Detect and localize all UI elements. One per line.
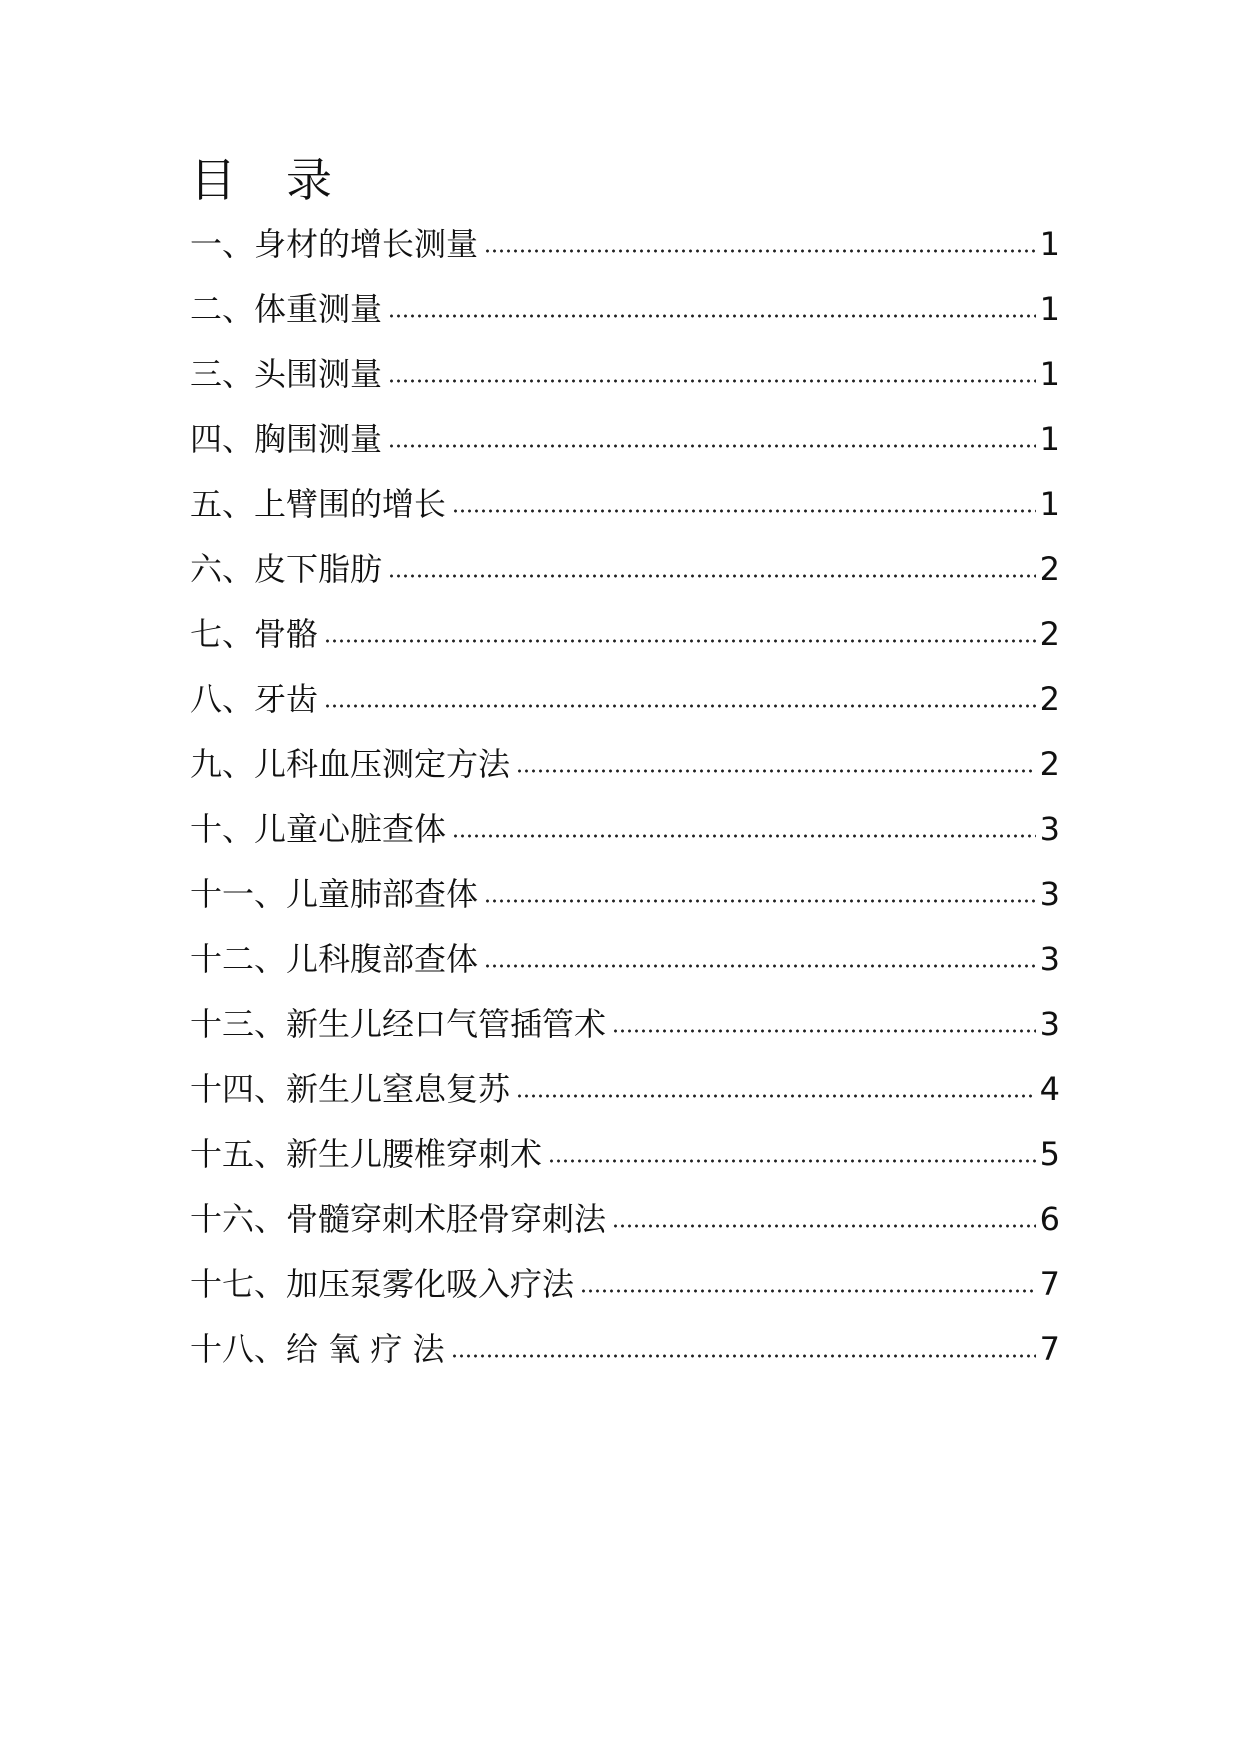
dot-leader xyxy=(388,444,1036,448)
toc-entry-page-number: 7 xyxy=(1039,1265,1060,1303)
toc-entry[interactable] xyxy=(190,417,1060,482)
toc-entry-page-number: 1 xyxy=(1039,225,1060,263)
toc-title: 目 录 xyxy=(190,153,334,207)
toc-entry-page-number: 5 xyxy=(1039,1135,1060,1173)
dot-leader xyxy=(324,704,1036,708)
toc-entry-label: 三、头围测量 xyxy=(190,355,383,393)
toc-list xyxy=(190,222,1060,1392)
dot-leader xyxy=(388,379,1036,383)
toc-entry-label: 十、儿童心脏查体 xyxy=(190,810,447,848)
toc-entry-label: 四、胸围测量 xyxy=(190,420,383,458)
toc-entry-page-number: 3 xyxy=(1039,940,1060,978)
toc-entry-label: 十五、新生儿腰椎穿刺术 xyxy=(190,1135,543,1173)
toc-entry-page-number: 6 xyxy=(1039,1200,1060,1238)
toc-entry[interactable] xyxy=(190,1002,1060,1067)
toc-entry[interactable] xyxy=(190,742,1060,807)
toc-entry-label: 十四、新生儿窒息复苏 xyxy=(190,1070,511,1108)
toc-entry-label: 八、牙齿 xyxy=(190,680,319,718)
dot-leader xyxy=(516,769,1036,773)
toc-entry[interactable] xyxy=(190,1262,1060,1327)
dot-leader xyxy=(452,509,1036,513)
toc-entry[interactable] xyxy=(190,937,1060,1002)
dot-leader xyxy=(388,574,1036,578)
dot-leader xyxy=(548,1159,1036,1163)
dot-leader xyxy=(612,1224,1036,1228)
dot-leader xyxy=(484,249,1036,253)
toc-entry-page-number: 7 xyxy=(1039,1330,1060,1368)
dot-leader xyxy=(451,1354,1036,1358)
toc-entry-label: 十三、新生儿经口气管插管术 xyxy=(190,1005,607,1043)
toc-entry-page-number: 1 xyxy=(1039,355,1060,393)
dot-leader xyxy=(516,1094,1036,1098)
toc-entry-label: 十八、给 氧 疗 法 xyxy=(190,1330,445,1368)
dot-leader xyxy=(484,899,1036,903)
toc-entry-page-number: 1 xyxy=(1039,290,1060,328)
dot-leader xyxy=(388,314,1036,318)
dot-leader xyxy=(484,964,1036,968)
dot-leader xyxy=(612,1029,1036,1033)
toc-entry[interactable] xyxy=(190,222,1060,287)
dot-leader xyxy=(452,834,1036,838)
toc-entry[interactable] xyxy=(190,482,1060,547)
toc-entry[interactable] xyxy=(190,1327,1060,1392)
toc-entry-page-number: 2 xyxy=(1039,615,1060,653)
toc-entry-label: 十二、儿科腹部查体 xyxy=(190,940,479,978)
toc-entry-label: 六、皮下脂肪 xyxy=(190,550,383,588)
toc-entry-page-number: 4 xyxy=(1039,1070,1060,1108)
toc-entry-label: 七、骨骼 xyxy=(190,615,319,653)
toc-entry-label: 一、身材的增长测量 xyxy=(190,225,479,263)
toc-entry[interactable] xyxy=(190,677,1060,742)
toc-entry[interactable] xyxy=(190,352,1060,417)
toc-entry-page-number: 3 xyxy=(1039,1005,1060,1043)
toc-entry[interactable] xyxy=(190,1067,1060,1132)
toc-entry-label: 二、体重测量 xyxy=(190,290,383,328)
toc-entry-page-number: 2 xyxy=(1039,550,1060,588)
toc-entry[interactable] xyxy=(190,612,1060,677)
toc-entry-label: 十七、加压泵雾化吸入疗法 xyxy=(190,1265,575,1303)
toc-entry-label: 九、儿科血压测定方法 xyxy=(190,745,511,783)
toc-entry-page-number: 2 xyxy=(1039,745,1060,783)
dot-leader xyxy=(324,639,1036,643)
toc-entry-label: 十一、儿童肺部查体 xyxy=(190,875,479,913)
toc-entry[interactable] xyxy=(190,1197,1060,1262)
toc-entry-page-number: 1 xyxy=(1039,485,1060,523)
toc-entry[interactable] xyxy=(190,1132,1060,1197)
toc-entry[interactable] xyxy=(190,287,1060,352)
toc-entry-page-number: 3 xyxy=(1039,810,1060,848)
toc-entry-label: 五、上臂围的增长 xyxy=(190,485,447,523)
toc-entry[interactable] xyxy=(190,547,1060,612)
toc-entry-label: 十六、骨髓穿刺术胫骨穿刺法 xyxy=(190,1200,607,1238)
toc-entry[interactable] xyxy=(190,872,1060,937)
toc-entry[interactable] xyxy=(190,807,1060,872)
toc-entry-page-number: 1 xyxy=(1039,420,1060,458)
toc-entry-page-number: 2 xyxy=(1039,680,1060,718)
toc-entry-page-number: 3 xyxy=(1039,875,1060,913)
dot-leader xyxy=(580,1289,1036,1293)
